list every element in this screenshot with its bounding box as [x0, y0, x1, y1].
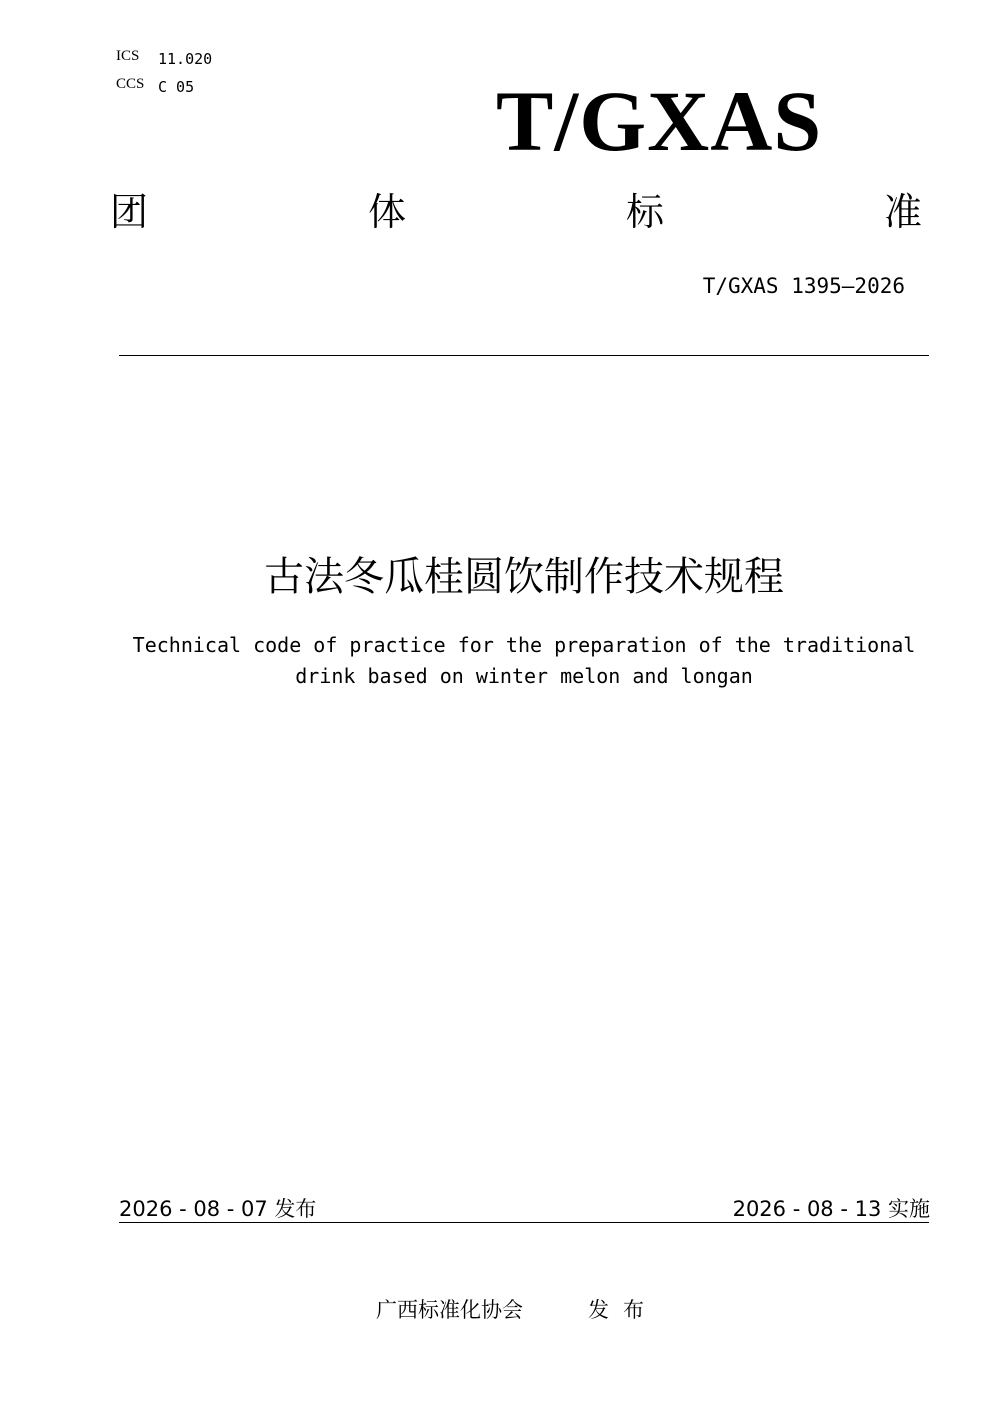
standard-type-heading: [110, 192, 922, 234]
standard-type-char: 团: [110, 190, 149, 234]
document-title-english: [0, 630, 1000, 692]
ccs-code: C 05: [158, 78, 195, 96]
standard-type-char: 体: [367, 190, 406, 234]
organization-logo: T/GXAS: [496, 73, 823, 169]
standard-number: T/GXAS 1395—2026: [702, 274, 905, 298]
top-divider: [119, 355, 929, 356]
ics-label: ICS: [116, 48, 140, 64]
implementation-date: 2026 - 08 - 13 实施: [732, 1197, 930, 1221]
publish-label: 发布: [588, 1298, 658, 1322]
release-date: 2026 - 08 - 07 发布: [119, 1197, 317, 1221]
english-title-line: Technical code of practice for the preparation of the traditional: [132, 633, 916, 657]
english-title-line: drink based on winter melon and longan: [295, 664, 753, 688]
ics-code: 11.020: [158, 50, 213, 68]
document-title-chinese: 古法冬瓜桂圆饮制作技术规程: [264, 554, 784, 600]
standard-type-char: 准: [883, 190, 922, 234]
standard-type-char: 标: [625, 190, 664, 234]
bottom-divider: [119, 1222, 929, 1223]
publisher-name: 广西标准化协会: [376, 1298, 523, 1322]
ccs-label: CCS: [116, 76, 145, 92]
